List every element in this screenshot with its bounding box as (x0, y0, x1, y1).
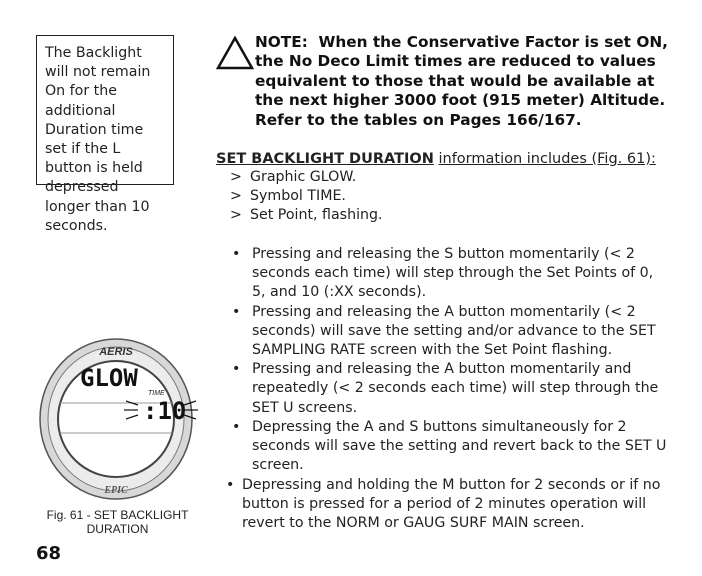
bullet-item (230, 418, 670, 476)
item-marker: > (230, 207, 242, 224)
bullet-item (230, 303, 670, 361)
list-item (230, 206, 383, 225)
page-number: 68 (36, 543, 62, 564)
list-item (230, 168, 383, 187)
figure-caption: Fig. 61 - SET BACKLIGHT DURATION (46, 508, 189, 536)
display-time-label: TIME (148, 390, 165, 397)
display-glow-text: GLOW (80, 364, 138, 392)
item-text: Graphic GLOW. (250, 169, 357, 185)
warning-triangle-icon (216, 36, 254, 70)
final-bullet (224, 476, 674, 534)
bullet-item (230, 360, 670, 418)
brand-logo-bottom: EPIC (104, 485, 128, 496)
bullet-text: Pressing and releasing the A button momentarily and repeatedly (< 2 seconds each time) will step through the SET U screens. (252, 361, 659, 416)
section-title: SET BACKLIGHT DURATION (216, 151, 434, 167)
sidebar-note-text: The Backlight will not remain On for the additional Duration time set if the L button is held depressed longer than 10 seconds. (45, 45, 151, 234)
sidebar-note-box (36, 35, 174, 234)
bullet-text: Pressing and releasing the A button momentarily (< 2 seconds) will save the setting and/or advance to the SET SAMPLING RATE screen with the Set Point flashing. (252, 303, 656, 359)
list-item (230, 187, 383, 206)
brand-logo-top: AERIS (99, 346, 133, 358)
note-text: When the Conservative Factor is set ON, the No Deco Limit times are reduced to values equivalent to those that would be available at the next higher 3000 foot (915 meter) Altitude. Refer to the tables on Pages 166/167. (255, 33, 668, 129)
item-text: Symbol TIME. (250, 188, 346, 205)
dive-computer-illustration (30, 335, 205, 505)
bullet-marker: • (232, 361, 241, 378)
bullet-text: Depressing and holding the M button for 2 seconds or if no button is pressed for a period of 2 minutes operation will revert to the NORM or GAUG SURF MAIN screen. (242, 477, 661, 532)
item-text: Set Point, flashing. (250, 207, 383, 224)
info-item-list (230, 168, 383, 226)
bullet-marker: • (226, 477, 235, 493)
display-time-value: :10 (143, 397, 187, 425)
instruction-bullets (230, 245, 670, 475)
bullet-text: Depressing the A and S buttons simultaneously for 2 seconds will save the setting and revert back to the SET U screen. (252, 418, 667, 474)
item-marker: > (230, 169, 242, 185)
section-heading (216, 150, 676, 169)
bullet-marker: • (232, 418, 241, 435)
bullet-item (230, 245, 670, 303)
bullet-marker: • (232, 303, 241, 320)
section-intro: information includes (Fig. 61): (438, 151, 656, 167)
bullet-text: Pressing and releasing the S button momentarily (< 2 seconds each time) will step through the Set Points of 0, 5, and 10 (:XX seconds). (252, 246, 654, 301)
note-label: NOTE: (255, 33, 308, 51)
item-marker: > (230, 188, 242, 205)
note-paragraph (255, 33, 675, 130)
bullet-marker: • (232, 246, 241, 262)
